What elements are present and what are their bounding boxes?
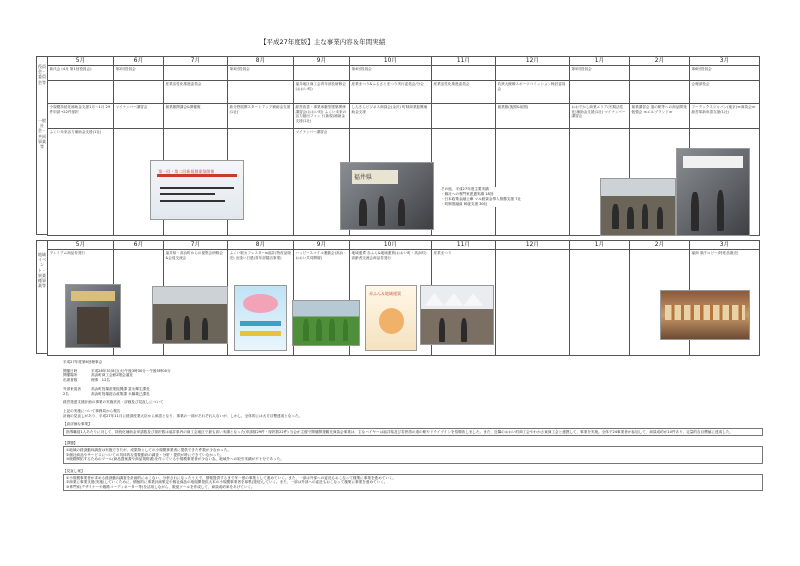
schedule-cell: 小規模持続化補助金支援1月～1月 29件申請→22件採択 [48, 104, 114, 129]
issue-item: ②個社商品やサービスについての具体的な需要動向の調査・分析・提供が時にできていなかった。 [66, 452, 224, 457]
month-header-7: 11月 [432, 241, 496, 250]
schedule-cell: ふくい未来活力補助金支援(1社) [48, 129, 114, 236]
row-committees [48, 81, 760, 104]
review-heading: 【見直し案】 [63, 468, 85, 473]
schedule-cell: プレミアム商品券発行 [48, 250, 114, 356]
caption-line: ・日本政策金融公庫 マル経資金導入推薦支援 7社 [441, 197, 522, 201]
schedule-cell [570, 250, 630, 356]
caption-line: ・町制度融資 斡旋支援 30社 [441, 202, 488, 206]
schedule-cell [570, 81, 630, 104]
month-header-1: 5月 [48, 57, 114, 66]
month-header-9: 1月 [570, 57, 630, 66]
month-header-8: 12月 [496, 57, 570, 66]
schedule-cell: 福井県・高浜町からの視察会研修会&会員交流会 [164, 250, 228, 356]
prefecture-lobby-sale-photo [660, 290, 750, 340]
meta-row: 開催日時 平成28年3月8日(火)午後3時30分～午後5時00分 [63, 368, 171, 373]
schedule-cell: ハッピースマイル運動会(高浜・おおい共同開催) [294, 250, 350, 356]
schedule-cell: 若狭大飯郷スポーツコミッション検討委員会 [496, 81, 570, 104]
schedule-cell [432, 66, 496, 81]
guests-row: 2名 高浜町役場総合政策課 永橋義己課長 [63, 391, 150, 396]
month-header-2: 6月 [114, 241, 164, 250]
board-meeting-report [63, 360, 763, 492]
schedule-cell: 第6回役員会 [690, 66, 760, 81]
schedule-cell [114, 81, 164, 104]
row-board-meetings [48, 66, 760, 81]
report-heading: 平成27年度第6回理事会 [63, 360, 103, 364]
month-header-8: 12月 [496, 241, 570, 250]
schedule-cell [432, 104, 496, 129]
schedule-cell: 第3回役員会 [228, 66, 294, 81]
review-box [63, 474, 763, 491]
slide-title-text: 第一回・第二回新規創業塾開催 [158, 168, 215, 174]
schedule-cell: マイナンバー講習会 [294, 129, 350, 236]
study-tour-photo [152, 286, 228, 344]
schedule-cell [496, 250, 570, 356]
review-item: ③専門家(デザイナーや販路コーディネーター等)を活用しながら、販促ツールを作成して、商談成約率をあげていく。 [66, 485, 255, 490]
schedule-cell [164, 66, 228, 81]
poster-title-text: 赤ふん＆地域運賃 [369, 291, 401, 297]
schedule-cell: 第5回役員会 [570, 66, 630, 81]
sports-day-photo [292, 300, 360, 346]
summary-line: 計画の見直しがあり、平成27年11月に経済産業大臣から承認となり、事業の一部がそれぞれ人ないが、しかし、全体的には大方目標達成となった。 [63, 413, 303, 418]
section1-side-label-bottom: 一般社会・共同事業等 [38, 118, 46, 150]
month-header-3: 7月 [164, 57, 228, 66]
meta-row: 開催場所 高浜町商工会館2階会議室 [63, 373, 133, 378]
schedule-cell [630, 81, 690, 104]
month-header-6: 10月 [350, 57, 432, 66]
month-header-row [48, 57, 760, 66]
schedule-cell: 創業講習会 道の駅等への商品開発勉強会 ≪エルブランド≫ [630, 104, 690, 129]
eval-heading: 【高評価な事業】 [63, 422, 92, 427]
month-header-4: 8月 [228, 57, 294, 66]
schedule-cell: 第2回役員会 [114, 66, 164, 81]
local-currency-poster [365, 285, 417, 351]
schedule-cell: フーデックスジャパン(東京)≪商談会≫ 経営革新申請支援(1社) [690, 104, 760, 129]
month-header-10: 2月 [630, 241, 690, 250]
page-title: 【平成27年度版】主な事業内容＆年間実績 [260, 38, 386, 46]
schedule-cell: 産業まつり [432, 250, 496, 356]
month-header-4: 8月 [228, 241, 294, 250]
schedule-cell: おおでかし商業エリア(冬期活性化)補助金支援(1社) マイナンバー講習会 [570, 104, 630, 129]
schedule-cell: 地域通貨 赤ふん&地域運賃(おおい町・高浜町) 高齢者交流会商品券発行 [350, 250, 432, 356]
month-header-6: 10月 [350, 241, 432, 250]
review-item: ①小規模事業者が求める経済動向調査を計画的におこない、分析されになったうえで、情報提供するまで年一度の事業として進めていく。また、一部は外部への委託もおこなって様策に事業を進めていく。 [66, 475, 397, 480]
summary-line: 上記の実施について事務局から報告 [63, 408, 121, 413]
banner-text: 福井県 [353, 173, 372, 181]
schedule-cell [496, 66, 570, 81]
industry-festival-photo [420, 285, 494, 345]
schedule-cell: 産業まつり&ふるさとまつり実行委員会/分会 [350, 81, 432, 104]
issues-box [63, 446, 763, 463]
month-header-10: 2月 [630, 57, 690, 66]
caption-line: ・個社への専門家派遣実績 18回 [441, 192, 494, 196]
month-header-row [48, 241, 760, 250]
month-header-2: 6月 [114, 57, 164, 66]
schedule-cell [496, 129, 570, 236]
schedule-cell [294, 66, 350, 81]
foodex-japan-photo [676, 148, 750, 236]
schedule-cell [630, 66, 690, 81]
schedule-cell: 第4回役員会 [350, 66, 432, 81]
schedule-cell: 福商 県庁ロビー(特産品販売) [690, 250, 760, 356]
seminar-slide-photo [150, 160, 244, 220]
schedule-cell: 産業活性化推進委員会 [432, 81, 496, 104]
row-projects [48, 104, 760, 129]
trade-fair-booth-photo [340, 162, 434, 230]
other-achievements-caption [441, 187, 521, 207]
schedule-cell: 福井地区商工会青年部長研修会(おおい町) [294, 81, 350, 104]
section2-side-label: 地域イベント・異業種事業等 [38, 252, 46, 289]
month-header-3: 7月 [164, 241, 228, 250]
schedule-cell [228, 81, 294, 104]
review-item: ②商業に事業支援(実施)していくために、積極的に事業計画策定や個社商品の取組開発拡大本の小規模事業者を募集(発信)していく。また、一部は外部への委託もおこなって様策に事業を進めていく。 [66, 480, 388, 485]
schedule-cell: 新代会 (4月 第1回役員会) [48, 66, 114, 81]
month-header-11: 3月 [690, 241, 760, 250]
guests-row: 外部来賓者 高浜町役場産業振興課 富永輝生課長 [63, 386, 150, 391]
schedule-cell [48, 81, 114, 104]
month-header-5: 9月 [294, 57, 350, 66]
agenda-item: 経営発達支援計画の事業の実施状況・評価及び見直しについて [63, 400, 164, 405]
schedule-cell: しんきんビジネス商談会(金沢) 町制商業振興補助金支援 [350, 104, 432, 129]
schedule-cell: ふくい駅カフェスタ~in福井(特産品販売) 出逢い日感(青年部婚活事業) [228, 250, 294, 356]
month-header-1: 5月 [48, 241, 114, 250]
eval-text: 指導職員1人あたりに対して、持続化補助金申請数及び採択数は福井県内の商工会地区で最も高い実績となった(申請数29件・採択数22件) 当会が主催で開催開発観光商談会事業は、主なバイヤーは福井県及び若狭湾の道の駅やドライブインを招聘致しました。また、近隣のおおい町商工会やわかさ東商工会と連携して、事業を実施。全体で24事業者が参加して、商談成約が10件あり、定量的な目標値に達成した。 [63, 428, 763, 436]
schedule-cell: 創業塾(後期&前期) [496, 104, 570, 129]
schedule-cell: 経営改善・事業承継型建築関係講習会(おおい町) ふくい未来の活力創出ファンド(新規)補助金支援(1社) [294, 104, 350, 129]
schedule-cell: 産業活性化推進委員会 [164, 81, 228, 104]
workshop-photo [600, 178, 676, 236]
month-header-7: 11月 [432, 57, 496, 66]
caption-line: その他、平成27年度主要実績 [441, 187, 489, 191]
issue-item: ③販路開拓するためのツール(商品提案書や商品規格書)を作っている小規模事業者が少ない為、地域外への取引実績が不十分であった。 [66, 457, 284, 462]
issue-item: ①地域の経済動向調査は実施できたが、成果物としての小規模事業者に提供できた件数が少なかった。 [66, 447, 231, 452]
cafe-event-poster [234, 285, 287, 351]
month-header-5: 9月 [294, 241, 350, 250]
month-header-11: 3月 [690, 57, 760, 66]
schedule-cell: 新分野展開スタートアップ補助金支援(1社) [228, 104, 294, 129]
schedule-cell [432, 129, 496, 236]
schedule-cell: 会報部役会 [690, 81, 760, 104]
schedule-cell: 創業塾開講会&開催報 [164, 104, 228, 129]
month-header-9: 1月 [570, 241, 630, 250]
section1-side-label-top: 役員会・委員会等 [38, 64, 46, 85]
meta-row: 出席者数 理事 12名 [63, 378, 110, 383]
issues-heading: 【課題】 [63, 440, 78, 445]
premium-voucher-shop-photo [65, 284, 121, 348]
schedule-cell: マイナンバー講習会 [114, 104, 164, 129]
